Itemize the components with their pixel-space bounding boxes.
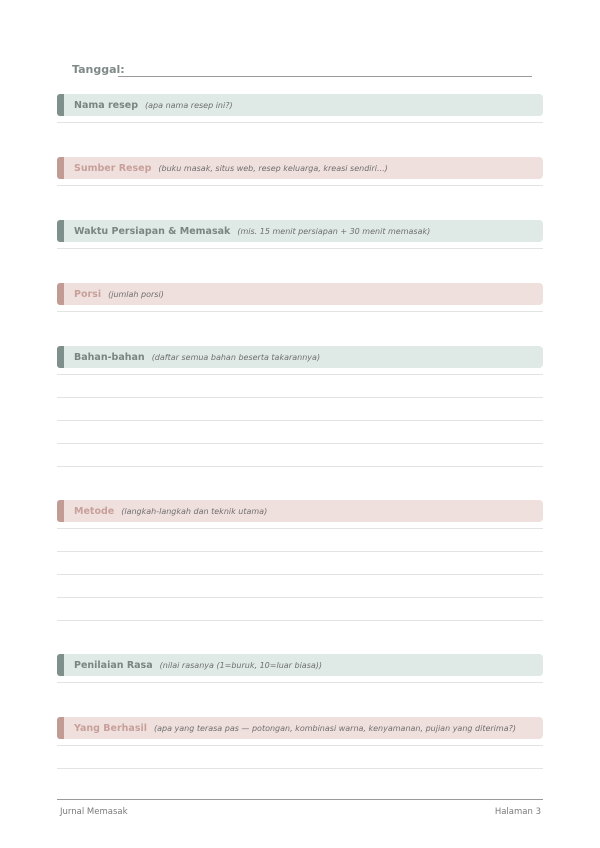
write-line[interactable] bbox=[57, 122, 543, 123]
section-accent-bar bbox=[57, 654, 64, 676]
section-title: Penilaian Rasa bbox=[74, 659, 153, 671]
footer-page-number: Halaman 3 bbox=[494, 807, 541, 817]
section-accent-bar bbox=[57, 157, 64, 179]
write-line[interactable] bbox=[57, 374, 543, 375]
date-write-line[interactable] bbox=[118, 76, 532, 77]
footer-journal-title: Jurnal Memasak bbox=[60, 807, 128, 817]
section-hint: (apa nama resep ini?) bbox=[145, 100, 233, 110]
date-label: Tanggal: bbox=[72, 63, 125, 76]
section-title: Sumber Resep bbox=[74, 162, 152, 174]
section-title: Metode bbox=[74, 505, 115, 517]
section-hint: (apa yang terasa pas — potongan, kombinasi warna, kenyamanan, pujian yang diterima?) bbox=[154, 723, 516, 733]
section-accent-bar bbox=[57, 94, 64, 116]
section-header bbox=[57, 500, 543, 522]
section-prep-cook-time bbox=[57, 220, 543, 242]
write-line[interactable] bbox=[57, 443, 543, 444]
section-method bbox=[57, 500, 543, 522]
section-what-worked bbox=[57, 717, 543, 739]
write-line[interactable] bbox=[57, 768, 543, 769]
section-recipe-source bbox=[57, 157, 543, 179]
section-header bbox=[57, 717, 543, 739]
section-accent-bar bbox=[57, 346, 64, 368]
write-line[interactable] bbox=[57, 597, 543, 598]
write-line[interactable] bbox=[57, 248, 543, 249]
write-line[interactable] bbox=[57, 745, 543, 746]
write-line[interactable] bbox=[57, 420, 543, 421]
section-hint: (buku masak, situs web, resep keluarga, kreasi sendiri...) bbox=[158, 163, 388, 173]
write-line[interactable] bbox=[57, 466, 543, 467]
section-hint: (nilai rasanya (1=buruk, 10=luar biasa)) bbox=[159, 660, 323, 670]
section-title: Waktu Persiapan & Memasak bbox=[74, 225, 231, 237]
section-hint: (langkah-langkah dan teknik utama) bbox=[121, 506, 268, 516]
section-hint: (jumlah porsi) bbox=[108, 289, 164, 299]
write-line[interactable] bbox=[57, 551, 543, 552]
section-hint: (daftar semua bahan beserta takarannya) bbox=[151, 352, 321, 362]
section-header bbox=[57, 346, 543, 368]
section-header bbox=[57, 157, 543, 179]
write-line[interactable] bbox=[57, 185, 543, 186]
section-recipe-name bbox=[57, 94, 543, 116]
write-line[interactable] bbox=[57, 311, 543, 312]
write-line[interactable] bbox=[57, 574, 543, 575]
write-line[interactable] bbox=[57, 528, 543, 529]
footer-divider bbox=[57, 799, 543, 800]
section-taste-rating bbox=[57, 654, 543, 676]
section-title: Bahan-bahan bbox=[74, 351, 145, 363]
write-line[interactable] bbox=[57, 620, 543, 621]
section-header bbox=[57, 654, 543, 676]
write-line[interactable] bbox=[57, 397, 543, 398]
date-field[interactable] bbox=[72, 63, 532, 79]
section-title: Nama resep bbox=[74, 99, 139, 111]
section-accent-bar bbox=[57, 717, 64, 739]
section-header bbox=[57, 283, 543, 305]
section-servings bbox=[57, 283, 543, 305]
section-ingredients bbox=[57, 346, 543, 368]
section-header bbox=[57, 220, 543, 242]
section-header bbox=[57, 94, 543, 116]
section-accent-bar bbox=[57, 283, 64, 305]
section-hint: (mis. 15 menit persiapan + 30 menit memasak) bbox=[237, 226, 431, 236]
section-title: Yang Berhasil bbox=[74, 722, 147, 734]
write-line[interactable] bbox=[57, 682, 543, 683]
section-accent-bar bbox=[57, 220, 64, 242]
section-accent-bar bbox=[57, 500, 64, 522]
section-title: Porsi bbox=[74, 288, 102, 300]
